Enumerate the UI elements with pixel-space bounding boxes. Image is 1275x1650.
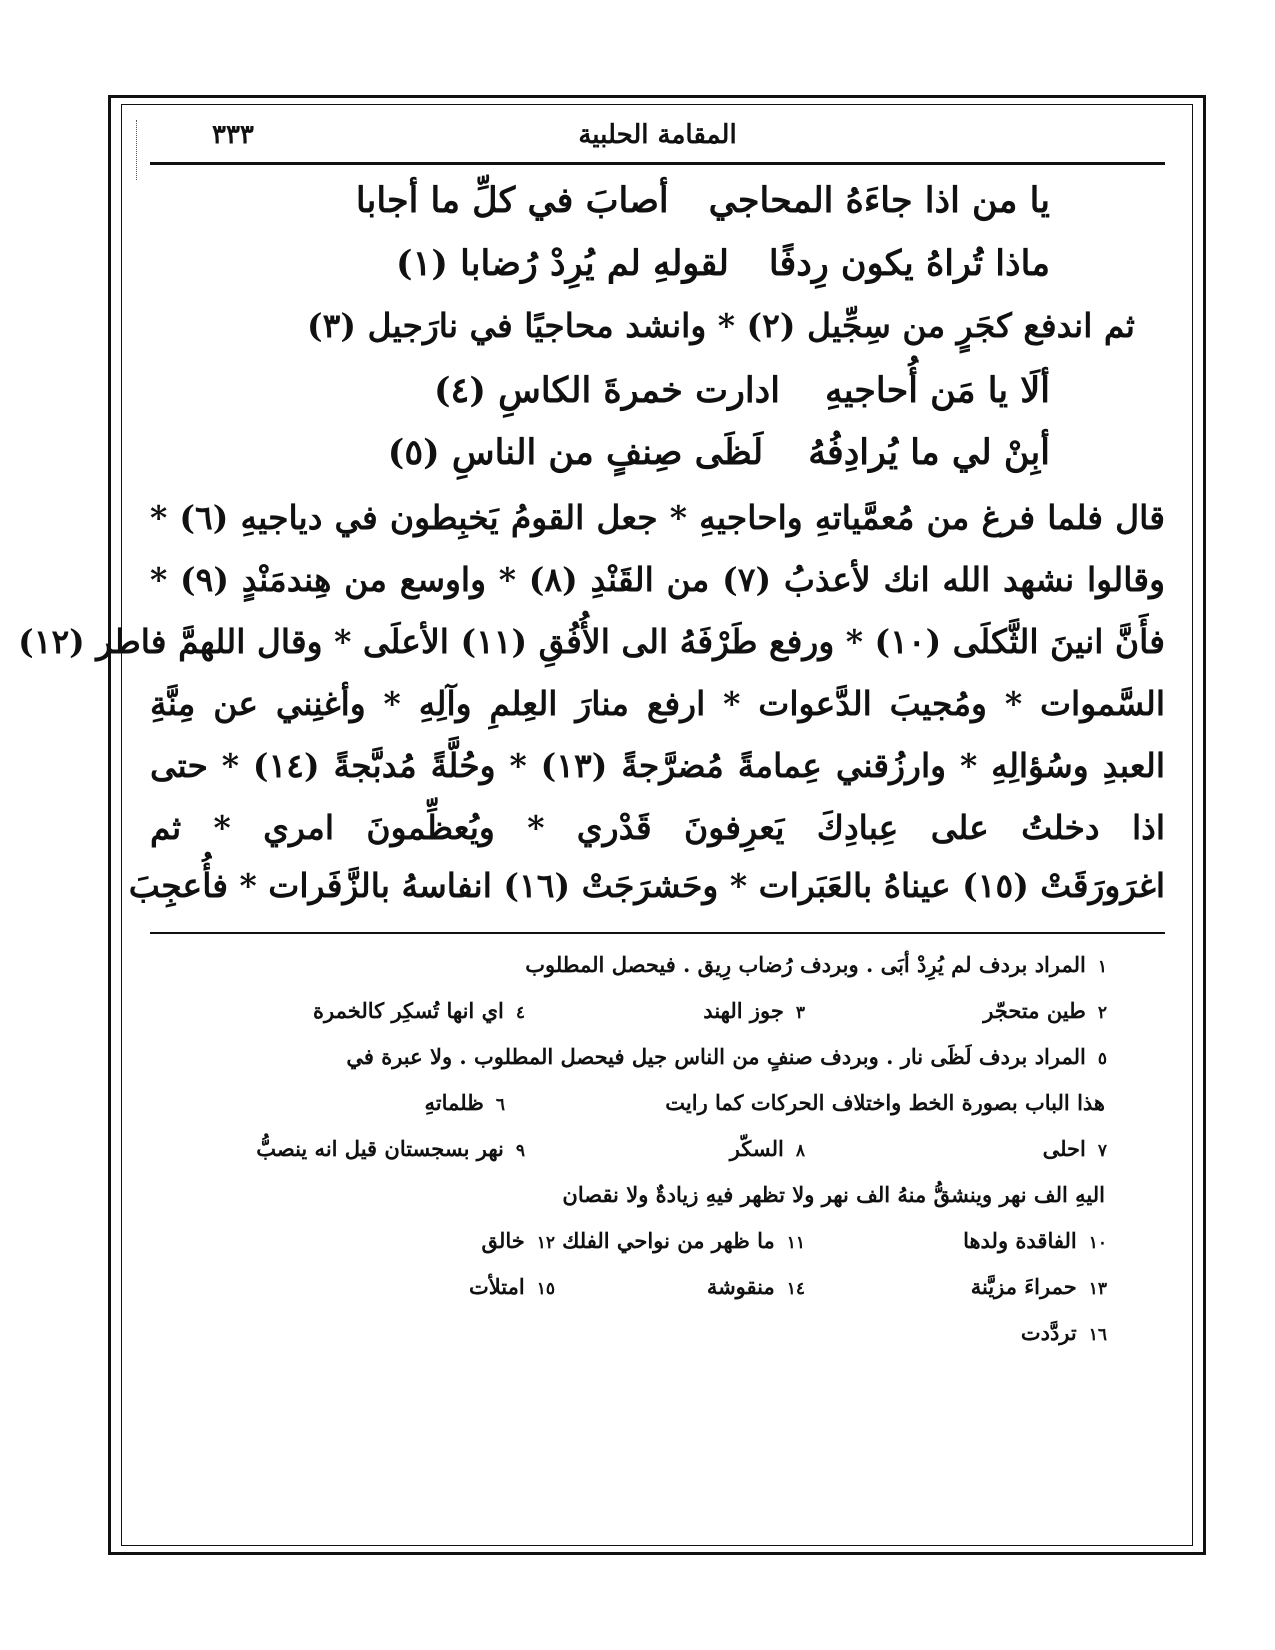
footnote <box>971 1274 1107 1299</box>
footnote-text: السكّر <box>729 1136 784 1161</box>
footnote-text: المراد بردف لَظَى نار . وبردف صنفٍ من الناس جيل فيحصل المطلوب . ولا عبرة في <box>346 1044 1086 1069</box>
page-number: ٣٣٣ <box>212 120 254 150</box>
footnote-continuation: هذا الباب بصورة الخط واختلاف الحركات كما رايت <box>665 1090 1105 1115</box>
footnote-number: ٧ <box>1097 1141 1107 1161</box>
footnote <box>707 1274 805 1299</box>
footnote <box>562 1228 805 1253</box>
book-page <box>18 110 1166 1530</box>
footnote-rule <box>150 932 1165 934</box>
footnote <box>525 952 1107 977</box>
margin-mark <box>136 120 137 180</box>
footnote <box>469 1274 555 1299</box>
footnote <box>1043 1136 1107 1161</box>
footnote-number: ١١ <box>786 1233 805 1253</box>
prose-line: ثم اندفع كجَرٍ من سِجِّيل (٢) * وانشد محاجيًا في نارَجيل (٣) <box>307 306 1135 345</box>
footnote-number: ٨ <box>795 1141 805 1161</box>
footnote-text: الفاقدة ولدها <box>963 1228 1077 1253</box>
footnote-number: ٦ <box>495 1095 505 1115</box>
footnote-number: ٣ <box>795 1003 805 1023</box>
footnote-text: احلى <box>1042 1136 1086 1161</box>
footnote <box>313 998 525 1023</box>
footnote-continuation: اليهِ الف نهر وينشقُّ منهُ الف نهر ولا تظهر فيهِ زيادةٌ ولا نقصان <box>562 1182 1105 1207</box>
prose-line: اذا دخلتُ على عِبادِكَ يَعرِفونَ قَدْري * ويُعظِّمونَ امري * ثم <box>150 808 1165 847</box>
verse-hemistich: أصابَ في كلِّ ما أجابا <box>355 180 669 221</box>
footnote-number: ١٣ <box>1088 1279 1107 1299</box>
prose-line: العبدِ وسُؤالِهِ * وارزُقني عِمامةً مُضرَّجةً (١٣) * وحُلَّةً مُدبَّجةً (١٤) * حتى <box>150 746 1166 785</box>
footnote-number: ١٠ <box>1088 1233 1107 1253</box>
footnote-text: خالق <box>481 1228 525 1253</box>
footnote-number: ١٢ <box>536 1233 555 1253</box>
verse-hemistich: ماذا تُراهُ يكون رِدفًا <box>768 243 1050 284</box>
footnote <box>1021 1320 1107 1345</box>
verse-hemistich: ألَا يا مَن أُحاجيهِ <box>824 370 1050 411</box>
page-title: المقامة الحلبية <box>578 120 737 150</box>
footnote-number: ١٥ <box>536 1279 555 1299</box>
verse-line <box>388 432 1050 473</box>
verse-line <box>434 370 1050 411</box>
prose-line: السَّموات * ومُجيبَ الدَّعوات * ارفع منارَ العِلمِ وآلِهِ * وأغنِني عن مِنَّةِ <box>150 684 1165 723</box>
verse-line <box>356 180 1050 221</box>
running-header <box>150 114 1165 164</box>
prose-line: وقالوا نشهد الله انك لأعذبُ (٧) من القَنْدِ (٨) * واوسع من هِندمَنْدٍ (٩) * <box>150 560 1166 599</box>
footnote <box>963 1228 1107 1253</box>
footnote <box>481 1228 555 1253</box>
footnote-text: تردَّدت <box>1020 1320 1077 1345</box>
verse-hemistich: أبِنْ لي ما يُرادِفُهُ <box>808 432 1050 473</box>
footnote-text: اي انها تُسكِر كالخمرة <box>313 998 504 1023</box>
verse-hemistich: يا من اذا جاءَهُ المحاجي <box>708 180 1050 221</box>
verse-hemistich: لقولهِ لم يُرِدْ رُضابا (١) <box>396 243 729 284</box>
prose-line: فأَنَّ انينَ الثَّكلَى (١٠) * ورفع طَرْفَهُ الى الأُفُقِ (١١) الأعلَى * وقال اللهمَّ فاطر (١٢) <box>18 622 1165 661</box>
footnote-text: المراد بردف لم يُرِدْ أبَى . وبردف رُضاب رِيق . فيحصل المطلوب <box>525 952 1086 977</box>
footnote-number: ١٤ <box>786 1279 805 1299</box>
footnote-text: ما ظهر من نواحي الفلك <box>562 1228 775 1253</box>
prose-line: قال فلما فرغ من مُعمَّياتهِ واحاجيهِ * جعل القومُ يَخبِطون في دياجيهِ (٦) * <box>150 498 1165 537</box>
footnote <box>983 998 1107 1023</box>
verse-hemistich: ادارت خمرةَ الكاسِ (٤) <box>433 370 780 411</box>
footnote-text: طين متحجّر <box>983 998 1086 1023</box>
footnote-text: ظلماتهِ <box>424 1090 484 1115</box>
footnote-number: ١٦ <box>1088 1325 1107 1345</box>
footnote-text: جوز الهند <box>703 998 784 1023</box>
prose-line: اغرَورَقَتْ (١٥) عيناهُ بالعَبَرات * وحَشرَجَتْ (١٦) انفاسهُ بالزَّفَرات * فأُعجِبَ <box>128 866 1165 905</box>
footnote-number: ١ <box>1097 957 1107 977</box>
verse-line <box>396 243 1050 284</box>
verse-hemistich: لَظَى صِنفٍ من الناسِ (٥) <box>387 432 764 473</box>
footnote-text: منقوشة <box>706 1274 775 1299</box>
footnote <box>425 1090 505 1115</box>
footnote <box>256 1136 525 1161</box>
footnote-number: ٤ <box>515 1003 525 1023</box>
footnote <box>346 1044 1107 1069</box>
header-rule <box>150 162 1165 165</box>
footnote-number: ٥ <box>1097 1049 1107 1069</box>
footnote <box>703 998 805 1023</box>
footnote-text: نهر بسجستان قيل انه ينصبُّ <box>256 1136 504 1161</box>
footnote-number: ٢ <box>1097 1003 1107 1023</box>
footnote-number: ٩ <box>515 1141 525 1161</box>
footnote-text: حمراءَ مزيَّنة <box>970 1274 1077 1299</box>
footnote-text: امتلأت <box>469 1274 525 1299</box>
footnote <box>730 1136 805 1161</box>
